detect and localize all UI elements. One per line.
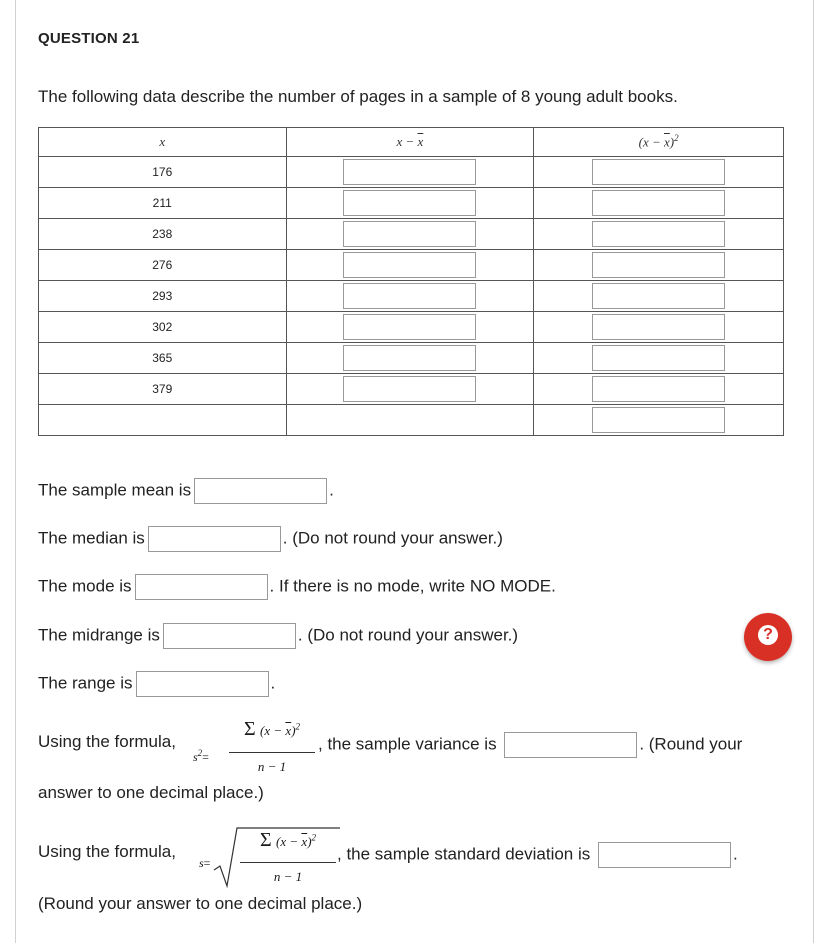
stddev-lead: Using the formula, (38, 842, 176, 861)
squared-deviation-input[interactable] (592, 283, 725, 309)
x-value: 365 (39, 343, 287, 374)
squared-deviation-input[interactable] (592, 221, 725, 247)
table-row (39, 219, 784, 250)
table-row (39, 281, 784, 312)
squared-deviation-input[interactable] (592, 314, 725, 340)
question-title: QUESTION 21 (38, 30, 140, 47)
range-input[interactable] (136, 671, 269, 697)
median-input[interactable] (148, 526, 281, 552)
stddev-fraction-bar (240, 862, 336, 863)
deviation-input[interactable] (343, 252, 476, 278)
table-row (39, 188, 784, 219)
deviation-input[interactable] (343, 283, 476, 309)
variance-lhs: $s^2=$ (193, 748, 209, 764)
stddev-numerator: Σ $(x - \overline{x})^2$ (259, 829, 317, 851)
header-deviation: $x - \overline{x}$ (286, 128, 534, 157)
x-value: 276 (39, 250, 287, 281)
median-label: The median is (38, 528, 145, 548)
x-value: 302 (39, 312, 287, 343)
variance-fraction-bar (229, 752, 315, 753)
mean-label: The sample mean is (38, 480, 192, 500)
stddev-lhs: s= (199, 856, 211, 870)
squared-deviation-input[interactable] (592, 376, 725, 402)
question-mark-icon: ? (758, 625, 778, 645)
squared-deviation-input[interactable] (592, 159, 725, 185)
question-intro: The following data describe the number of pages in a sample of 8 young adult books. (38, 87, 678, 106)
data-table (38, 127, 784, 436)
sum-squared-deviation-input[interactable] (592, 407, 725, 433)
variance-lead: Using the formula, (38, 732, 176, 751)
stddev-answer-line: , the sample standard deviation is . (337, 842, 738, 868)
help-button[interactable] (744, 613, 792, 661)
x-value: 211 (39, 188, 287, 219)
deviation-input[interactable] (343, 345, 476, 371)
squared-deviation-input[interactable] (592, 252, 725, 278)
mode-label: The mode is (38, 576, 132, 596)
stddev-input[interactable] (598, 842, 731, 868)
x-value: 176 (39, 157, 287, 188)
stddev-denominator: n − 1 (273, 869, 303, 884)
mode-line: The mode is . If there is no mode, write NO MODE. (38, 574, 556, 600)
deviation-input[interactable] (343, 159, 476, 185)
midrange-input[interactable] (163, 623, 296, 649)
variance-denominator: n − 1 (257, 759, 287, 774)
squared-deviation-input[interactable] (592, 190, 725, 216)
deviation-input[interactable] (343, 221, 476, 247)
table-row (39, 343, 784, 374)
x-value: 379 (39, 374, 287, 405)
midrange-line: The midrange is . (Do not round your answer.) (38, 623, 518, 649)
mean-input[interactable] (194, 478, 327, 504)
midrange-label: The midrange is (38, 625, 160, 645)
variance-tail: answer to one decimal place.) (38, 783, 264, 802)
mode-input[interactable] (135, 574, 268, 600)
squared-deviation-input[interactable] (592, 345, 725, 371)
variance-numerator: Σ $(x - \overline{x})^2$ (243, 718, 301, 740)
deviation-input[interactable] (343, 190, 476, 216)
table-header-row (39, 128, 784, 157)
range-label: The range is (38, 673, 133, 693)
median-line: The median is . (Do not round your answer.) (38, 526, 503, 552)
mean-line: The sample mean is . (38, 478, 334, 504)
range-line: The range is . (38, 671, 275, 697)
table-row (39, 312, 784, 343)
table-row (39, 374, 784, 405)
deviation-input[interactable] (343, 376, 476, 402)
x-value: 238 (39, 219, 287, 250)
variance-answer-line: , the sample variance is . (Round your (318, 732, 742, 758)
table-row (39, 157, 784, 188)
header-x: x (39, 128, 287, 157)
variance-input[interactable] (504, 732, 637, 758)
total-row (39, 405, 784, 436)
stddev-tail: (Round your answer to one decimal place.) (38, 894, 363, 913)
x-value: 293 (39, 281, 287, 312)
deviation-input[interactable] (343, 314, 476, 340)
table-row (39, 250, 784, 281)
header-squared-deviation: $(x - \overline{x})^2$ (534, 128, 784, 157)
